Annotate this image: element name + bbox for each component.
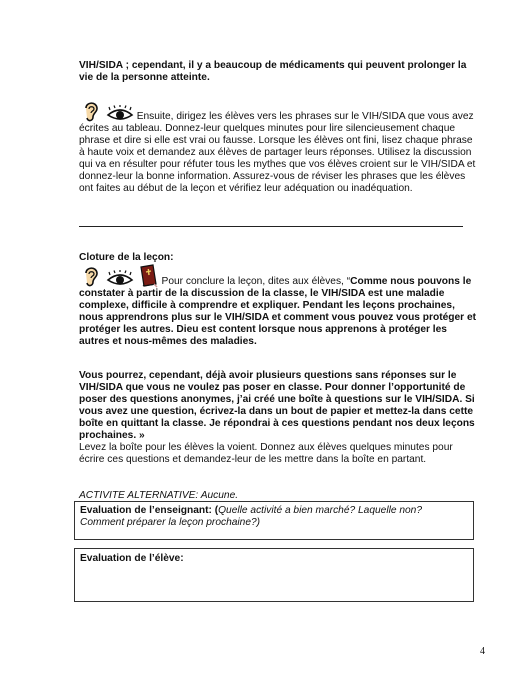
discussion-paragraph [79,99,477,195]
closure-quote-1: Comme nous pouvons le constater à partir de la discussion de la classe, le VIH/SIDA est une maladie complexe, difficile à comprendre et expliquer. Pendant les leçons prochaines, nous apprendrons plus sur le VIH/SIDA et comment vous pouvez vous protéger et protéger les autres. Dieu est content lorsque nous apprenons à protéger les autres et nous-mêmes des maladies. [79,276,477,347]
alternative-activity: ACTIVITE ALTERNATIVE: Aucune. [79,490,239,501]
eye-icon [106,270,134,288]
ear-icon [79,264,103,288]
book-icon [137,264,159,288]
ear-icon [79,99,103,123]
teacher-evaluation-question: Quelle activité a bien marché? Laquelle non? Comment préparer la leçon prochaine?) [80,505,423,528]
intro-paragraph: VIH/SIDA ; cependant, il y a beaucoup de médicaments qui peuvent prolonger la vie de la personne atteinte. [79,60,467,83]
discussion-text: Ensuite, dirigez les élèves vers les phrases sur le VIH/SIDA que vous avez écrites au tableau. Donnez-leur quelques minutes pour lire silencieusement chaque phrase et dire si elle est vrai ou fausse. Lorsque les élèves ont fini, lisez chaque phrase à haute voix et demandez aux élèves de partager leurs réponses. Utilisez la discussion qui va en résulter pour réfuter tous les mythes que vos élèves croient sur le VIH/SIDA et donnez-leur la bonne information. Assurez-vous de réviser les phrases que les élèves ont faites au début de la leçon et vérifiez leur adéquation ou inadéquation. [79,111,476,194]
teacher-evaluation-box[interactable] [74,501,474,540]
student-evaluation-box[interactable] [74,548,474,602]
eye-icon [106,105,134,123]
section-divider [79,226,463,227]
student-evaluation-label: Evaluation de l’élève: [80,553,184,564]
teacher-evaluation-label: Evaluation de l’enseignant: ( [80,505,219,516]
closure-heading: Cloture de la leçon: [79,252,174,263]
closure-paragraph [79,264,477,348]
closure-instructions: Levez la boîte pour les élèves la voient. Donnez aux élèves quelques minutes pour écrire ces questions et demandez-leur de les mettre dans la boîte en partant. [79,442,453,465]
closure-quote-2: Vous pourrez, cependant, déjà avoir plusieurs questions sans réponses sur le VIH/SIDA que vous ne voulez pas poser en classe. Pour donner l’opportunité de poser des questions anonymes, j’ai créé une boîte à questions sur le VIH/SIDA. Si vous avez une question, écrivez-la dans un bout de papier et mettez-la dans cette boîte en quittant la classe. Je répondrai à ces questions pendant nos deux leçons prochaines. » [79,370,475,441]
page-number: 4 [480,646,485,657]
closure-lead: Pour conclure la leçon, dites aux élèves, “ [161,276,351,287]
